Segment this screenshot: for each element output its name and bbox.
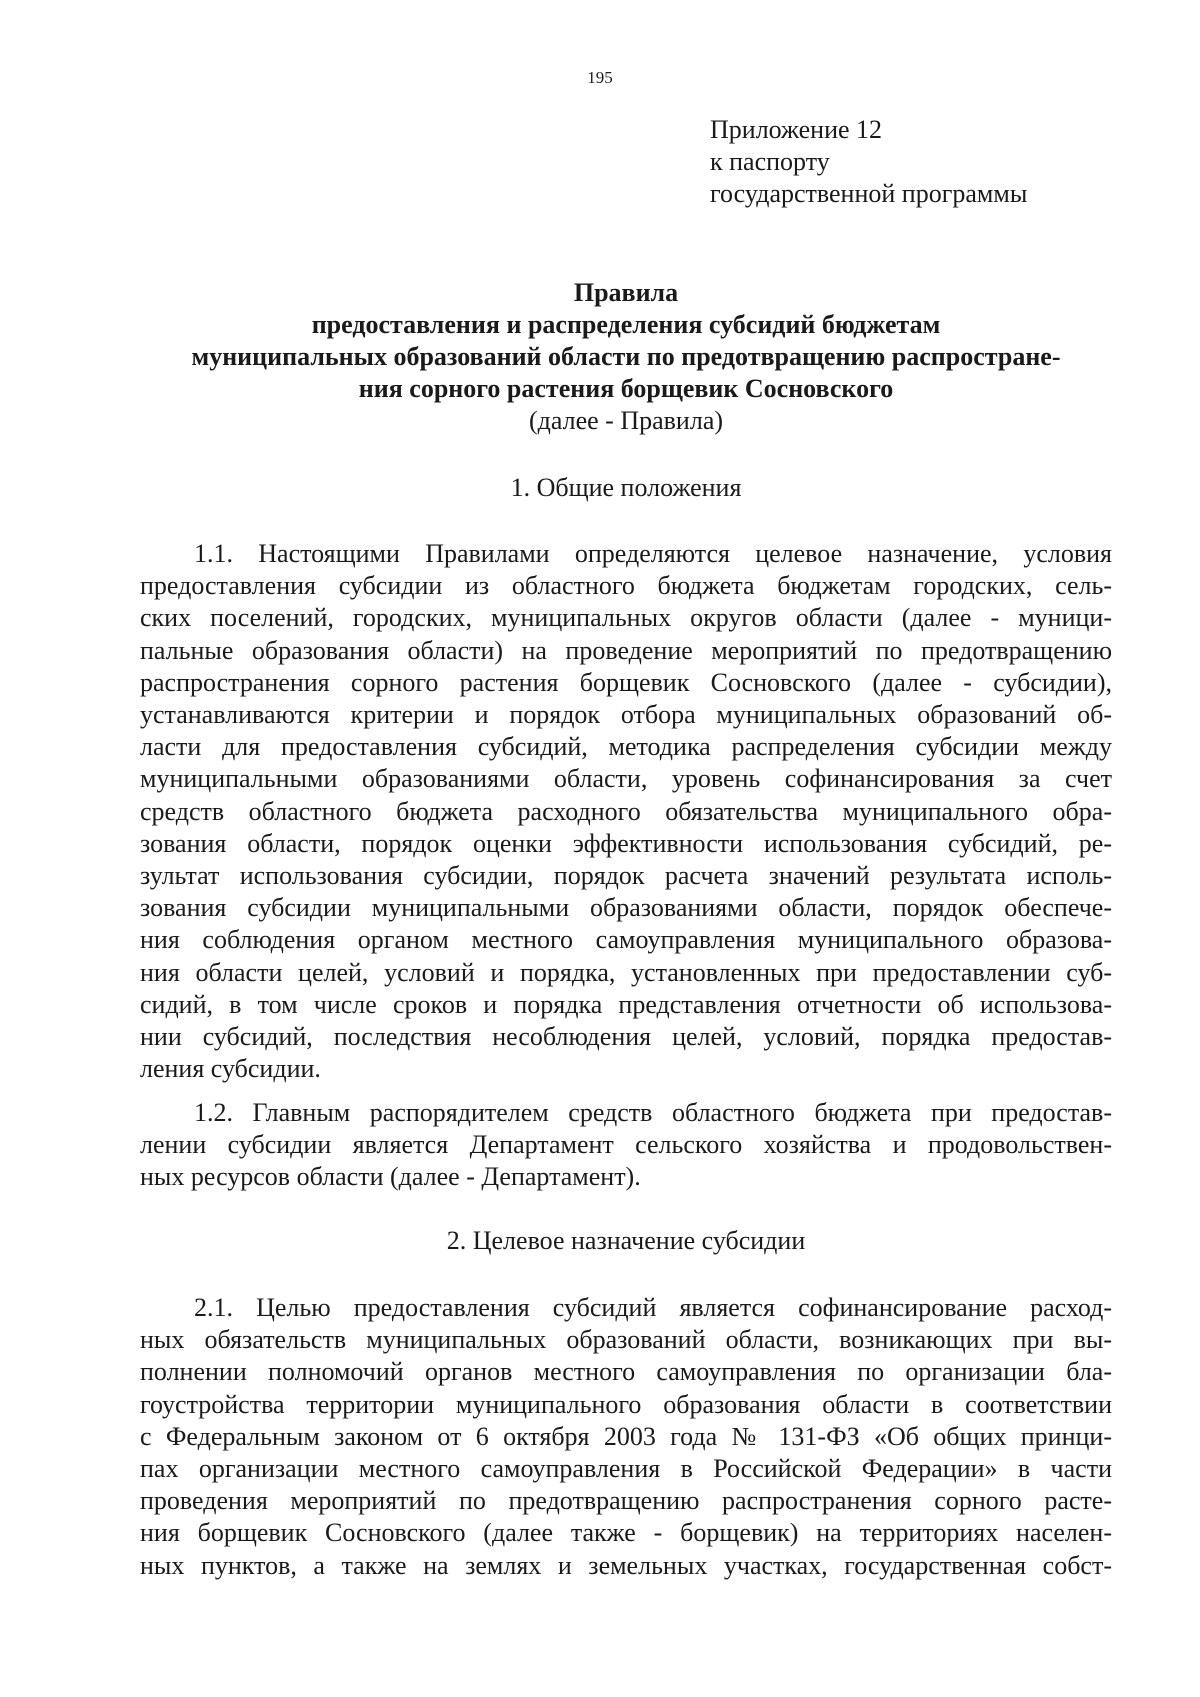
title-line: муниципальных образований области по предотвращению распростране- <box>191 342 1061 371</box>
text-line: зования субсидии муниципальными образованиями области, порядок обеспече- <box>140 893 1112 923</box>
text-line: ния соблюдения органом местного самоуправления муниципального образова- <box>140 925 1112 955</box>
title-line: предоставления и распределения субсидий бюджетам <box>311 310 941 339</box>
text-line: проведения мероприятий по предотвращению распространения сорного расте- <box>140 1486 1112 1516</box>
appendix-line: государственной программы <box>710 179 1028 208</box>
text-line: ласти для предоставления субсидий, методика распределения субсидии между <box>140 732 1112 762</box>
text-line: полнении полномочий органов местного самоуправления по организации бла- <box>140 1357 1112 1387</box>
text-line: зультат использования субсидии, порядок расчета значений результата исполь- <box>140 861 1112 891</box>
paragraph-1-2 <box>140 1097 1112 1194</box>
section-heading-2: 2. Целевое назначение субсидии <box>446 1226 806 1255</box>
text-line: устанавливаются критерии и порядок отбора муниципальных образований об- <box>140 700 1112 730</box>
paragraph-1-1 <box>140 538 1112 1085</box>
title-subtitle: (далее - Правила) <box>528 406 724 435</box>
text-line: ления субсидии. <box>140 1054 321 1084</box>
text-line: 1.2. Главным распорядителем средств областного бюджета при предостав- <box>194 1098 1112 1127</box>
text-line: гоустройства территории муниципального образования области в соответствии <box>140 1389 1112 1419</box>
text-line: пах организации местного самоуправления в Российской Федерации» в части <box>140 1454 1112 1484</box>
text-line: распространения сорного растения борщевик Сосновского (далее - субсидии), <box>140 667 1112 697</box>
text-line: 1.1. Настоящими Правилами определяются целевое назначение, условия <box>194 539 1112 568</box>
text-line: 2.1. Целью предоставления субсидий является софинансирование расход- <box>194 1293 1112 1322</box>
text-line: ния области целей, условий и порядка, установленных при предоставлении суб- <box>140 957 1112 987</box>
appendix-note <box>710 114 1027 210</box>
text-line: ных пунктов, а также на землях и земельных участках, государственная собст- <box>140 1550 1112 1580</box>
appendix-line: к паспорту <box>710 147 830 176</box>
text-line: сидий, в том числе сроков и порядка представления отчетности об использова- <box>140 989 1112 1019</box>
text-line: с Федеральным законом от 6 октября 2003 года № 131-ФЗ «Об общих принци- <box>140 1421 1112 1451</box>
section-heading-1: 1. Общие положения <box>510 473 742 502</box>
text-line: пальные образования области) на проведение мероприятий по предотвращению <box>140 635 1112 665</box>
text-line: лении субсидии является Департамент сельского хозяйства и продовольствен- <box>140 1130 1112 1160</box>
text-line: ных ресурсов области (далее - Департамент). <box>140 1162 641 1192</box>
text-line: ния борщевик Сосновского (далее также - борщевик) на территориях населен- <box>140 1518 1112 1548</box>
text-line: средств областного бюджета расходного обязательства муниципального обра- <box>140 796 1112 826</box>
title-line: Правила <box>573 278 679 307</box>
page-number: 195 <box>587 68 613 87</box>
text-line: ских поселений, городских, муниципальных округов области (далее - муници- <box>140 603 1112 633</box>
text-line: ных обязательств муниципальных образований области, возникающих при вы- <box>140 1325 1112 1355</box>
text-line: зования области, порядок оценки эффективности использования субсидий, ре- <box>140 828 1112 858</box>
document-title <box>140 277 1112 437</box>
text-line: предоставления субсидии из областного бюджета бюджетам городских, сель- <box>140 571 1112 601</box>
text-line: муниципальными образованиями области, уровень софинансирования за счет <box>140 764 1112 794</box>
paragraph-2-1 <box>140 1292 1112 1582</box>
text-line: нии субсидий, последствия несоблюдения целей, условий, порядка предостав- <box>140 1022 1112 1052</box>
appendix-line: Приложение 12 <box>710 115 883 144</box>
title-line: ния сорного растения борщевик Сосновского <box>358 374 894 403</box>
